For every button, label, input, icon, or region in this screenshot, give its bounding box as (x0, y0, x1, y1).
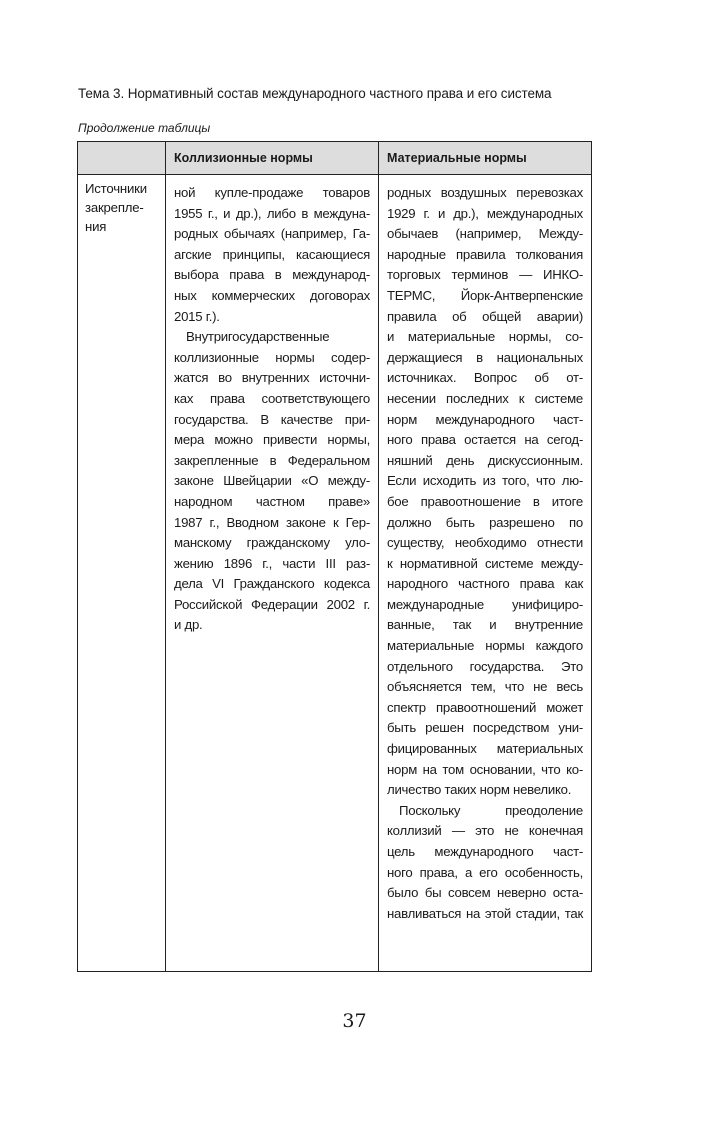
text-line: источниках. Вопрос об от- (387, 370, 583, 386)
text-line: ках права соответствующего (174, 390, 370, 406)
text-line: 1987 г., Вводном законе к Гер- (174, 514, 370, 530)
text-line: отдельного государства. Это (387, 658, 583, 674)
text-line: ного права, а его особенность, (387, 864, 583, 880)
text-line: закрепле- (85, 200, 144, 215)
text-line: народном частном праве» (174, 493, 370, 509)
text-line: существу, необходимо отнести (387, 535, 583, 551)
table-caption: Продолжение таблицы (78, 121, 211, 135)
table-header-row (78, 142, 592, 175)
text-line: бое правоотношение в итоге (387, 493, 583, 509)
text-line: спектр правоотношений может (387, 699, 583, 715)
text-line: коллизий — это не конечная (387, 823, 583, 839)
text-line: народные правила толкования (387, 246, 583, 262)
text-line: навливаться на этой стадии, так (387, 905, 583, 921)
text-line: Если исходить из того, что лю- (387, 473, 583, 489)
text-line: народного частного права как (387, 576, 583, 592)
table-row (78, 175, 592, 972)
text-line: норм на том основании, что ко- (387, 761, 583, 777)
text-line: выбора права в международ- (174, 267, 370, 283)
text-line: быть решен посредством уни- (387, 720, 583, 736)
text-line: родных воздушных перевозках (387, 185, 583, 200)
text-line: обычаев (например, Между- (387, 226, 583, 242)
text-line: Поскольку преодоление (399, 802, 583, 818)
text-line: личество таких норм невелико. (387, 782, 572, 798)
text-line: ного права остается на сегод- (387, 432, 583, 448)
text-line: объясняется тем, что не весь (387, 679, 583, 695)
text-line: Источники (85, 181, 147, 196)
page-number: 37 (342, 1010, 367, 1032)
text-line: торговых терминов — ИНКО- (387, 267, 583, 283)
text-line: держащиеся в национальных (387, 349, 583, 365)
text-line: Российской Федерации 2002 г. (174, 596, 370, 612)
comparison-table (77, 141, 592, 972)
text-line: фицированных материальных (387, 741, 583, 757)
text-line: манскому гражданскому уло- (174, 535, 370, 551)
text-line: закрепленные в Федеральном (174, 452, 370, 468)
header-cell-collision-norms: Коллизионные нормы (166, 142, 379, 175)
text-line: агские принципы, касающиеся (174, 246, 370, 262)
header-cell-empty (78, 142, 166, 175)
text-line: родных обычаях (например, Га- (174, 226, 370, 242)
text-line: материальные нормы каждого (387, 638, 583, 654)
row-header-sources (78, 175, 166, 972)
text-line: и др. (174, 617, 203, 633)
header-cell-material-norms: Материальные нормы (379, 142, 592, 175)
text-line: жению 1896 г., части III раз- (174, 555, 370, 571)
text-line: ных коммерческих договорах (174, 287, 370, 303)
text-line: ванные, так и внутренние (387, 617, 583, 633)
text-line: норм международного част- (387, 411, 583, 427)
text-line: мера можно привести нормы, (174, 432, 370, 448)
text-line: должно быть разрешено по (387, 514, 583, 530)
text-line: и материальные нормы, со- (387, 329, 583, 345)
text-line: дела VI Гражданского кодекса (174, 576, 370, 592)
text-line: коллизионные нормы содер- (174, 349, 370, 365)
text-line: Внутригосударственные (186, 329, 330, 345)
material-norms-cell (379, 175, 592, 972)
running-head: Тема 3. Нормативный состав международного частного права и его система (78, 86, 552, 101)
text-line: цель международного част- (387, 844, 583, 859)
text-line: 2015 г.). (174, 308, 220, 324)
text-line: было бы совсем неверно оста- (387, 885, 583, 901)
text-line: няшний день дискуссионным. (387, 452, 583, 468)
text-line: 1955 г., и др.), либо в междуна- (174, 205, 370, 221)
text-line: 1929 г. и др.), международных (387, 205, 583, 221)
text-line: международные унифициро- (387, 596, 583, 612)
collision-norms-cell (166, 175, 379, 972)
text-line: жатся во внутренних источни- (174, 370, 370, 386)
text-line: государства. В качестве при- (174, 411, 370, 427)
text-line: несении последних к системе (387, 390, 583, 406)
text-line: законе Швейцарии «О между- (174, 473, 370, 489)
text-line: правила об общей аварии) (387, 308, 583, 324)
text-line: к нормативной системе между- (387, 555, 583, 571)
text-line: ной купле-продаже товаров (174, 185, 370, 200)
text-line: ТЕРМС, Йорк-Антверпенские (387, 287, 583, 303)
text-line: ния (85, 219, 107, 234)
